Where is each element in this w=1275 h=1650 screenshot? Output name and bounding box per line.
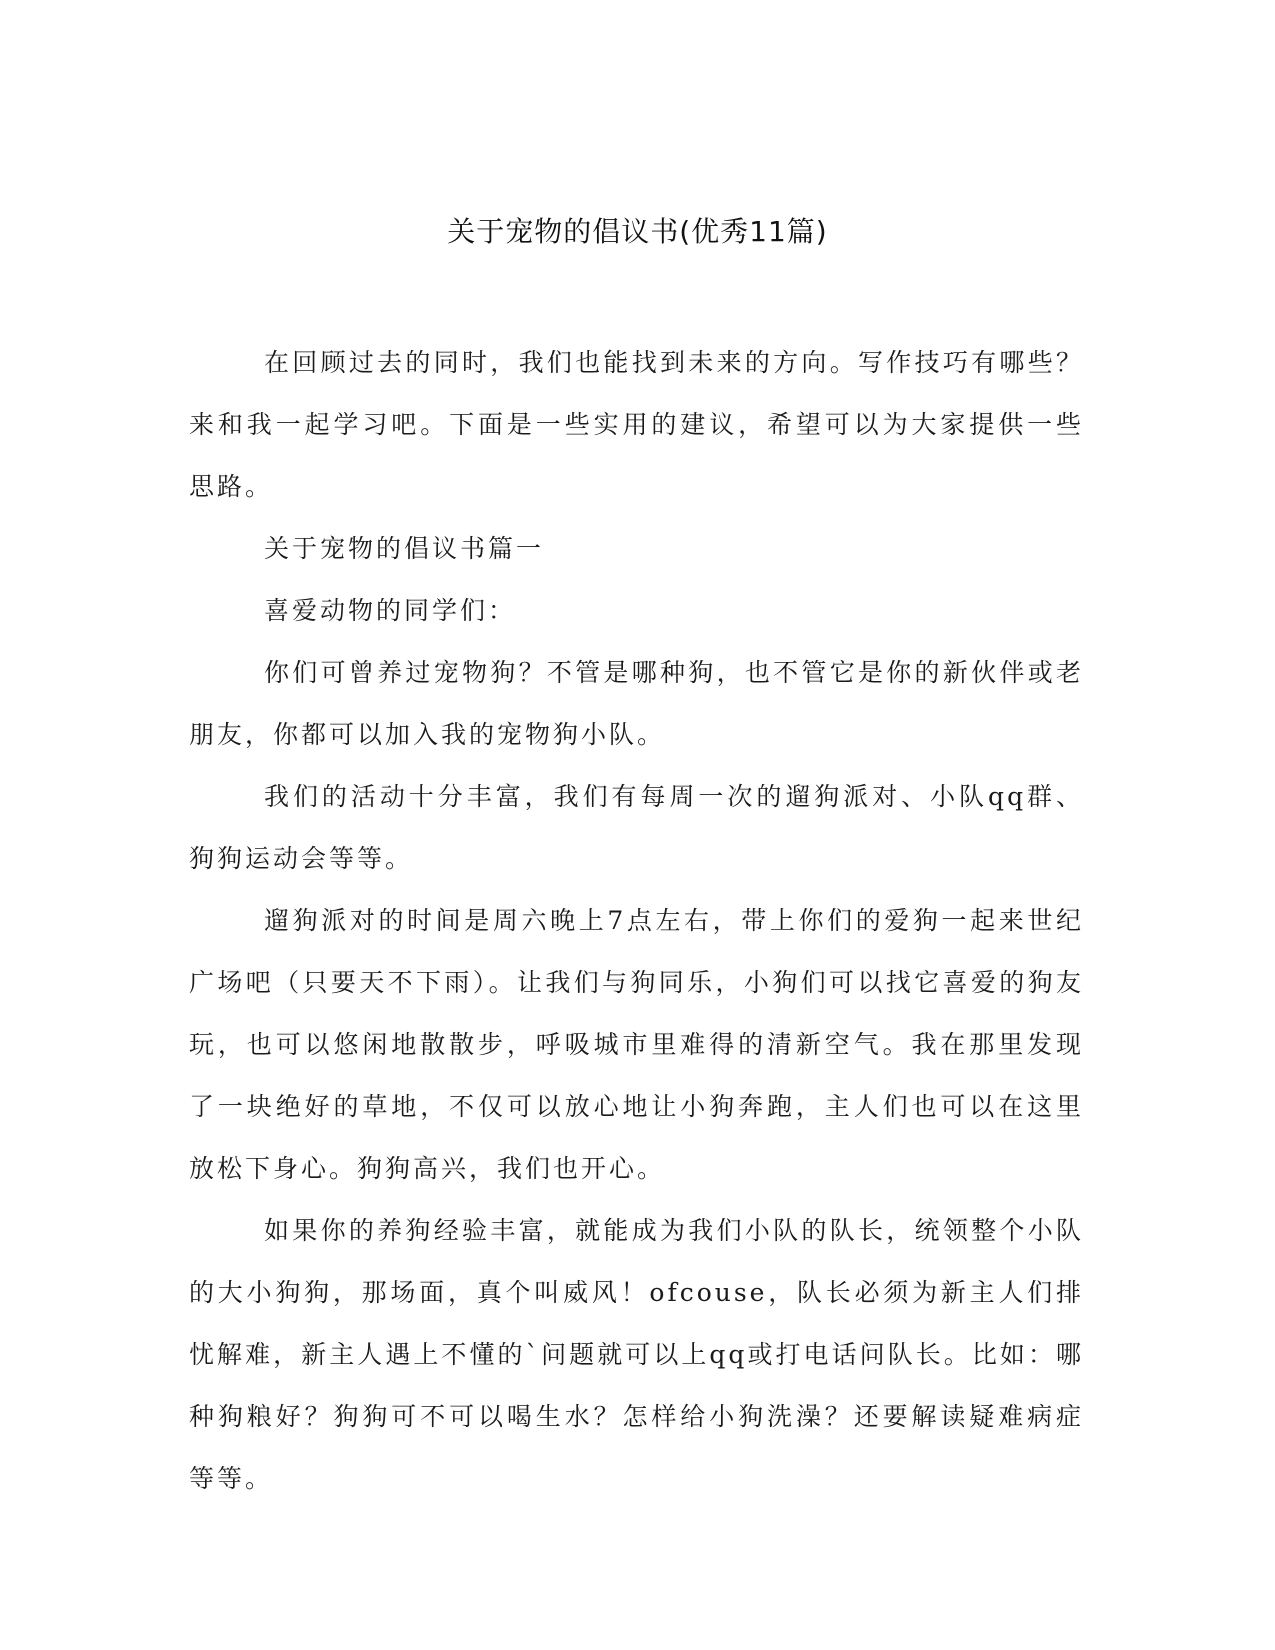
- intro-paragraph: 在回顾过去的同时，我们也能找到未来的方向。写作技巧有哪些？来和我一起学习吧。下面是一些实用的建议，希望可以为大家提供一些思路。: [189, 348, 1084, 501]
- body-paragraph: 你们可曾养过宠物狗？不管是哪种狗，也不管它是你的新伙伴或老朋友，你都可以加入我的宠物狗小队。: [189, 658, 1084, 749]
- body-paragraph: 我们的活动十分丰富，我们有每周一次的遛狗派对、小队qq群、狗狗运动会等等。: [189, 782, 1084, 873]
- body-paragraph: 如果你的养狗经验丰富，就能成为我们小队的队长，统领整个小队的大小狗狗，那场面，真个叫威风！ofcouse，队长必须为新主人们排忧解难，新主人遇上不懂的`问题就可以上qq或打电话问队长。比如：哪种狗粮好？狗狗可不可以喝生水？怎样给小狗洗澡？还要解读疑难病症等等。: [189, 1216, 1084, 1493]
- salutation: 喜爱动物的同学们：: [264, 596, 517, 625]
- body-paragraph: 遛狗派对的时间是周六晚上7点左右，带上你们的爱狗一起来世纪广场吧（只要天不下雨）。让我们与狗同乐，小狗们可以找它喜爱的狗友玩，也可以悠闲地散散步，呼吸城市里难得的清新空气。我在那里发现了一块绝好的草地，不仅可以放心地让小狗奔跑，主人们也可以在这里放松下身心。狗狗高兴，我们也开心。: [189, 906, 1084, 1183]
- section-heading: 关于宠物的倡议书篇一: [264, 534, 545, 563]
- document-title: 关于宠物的倡议书(优秀11篇): [447, 215, 828, 248]
- document-body: [189, 332, 1084, 1510]
